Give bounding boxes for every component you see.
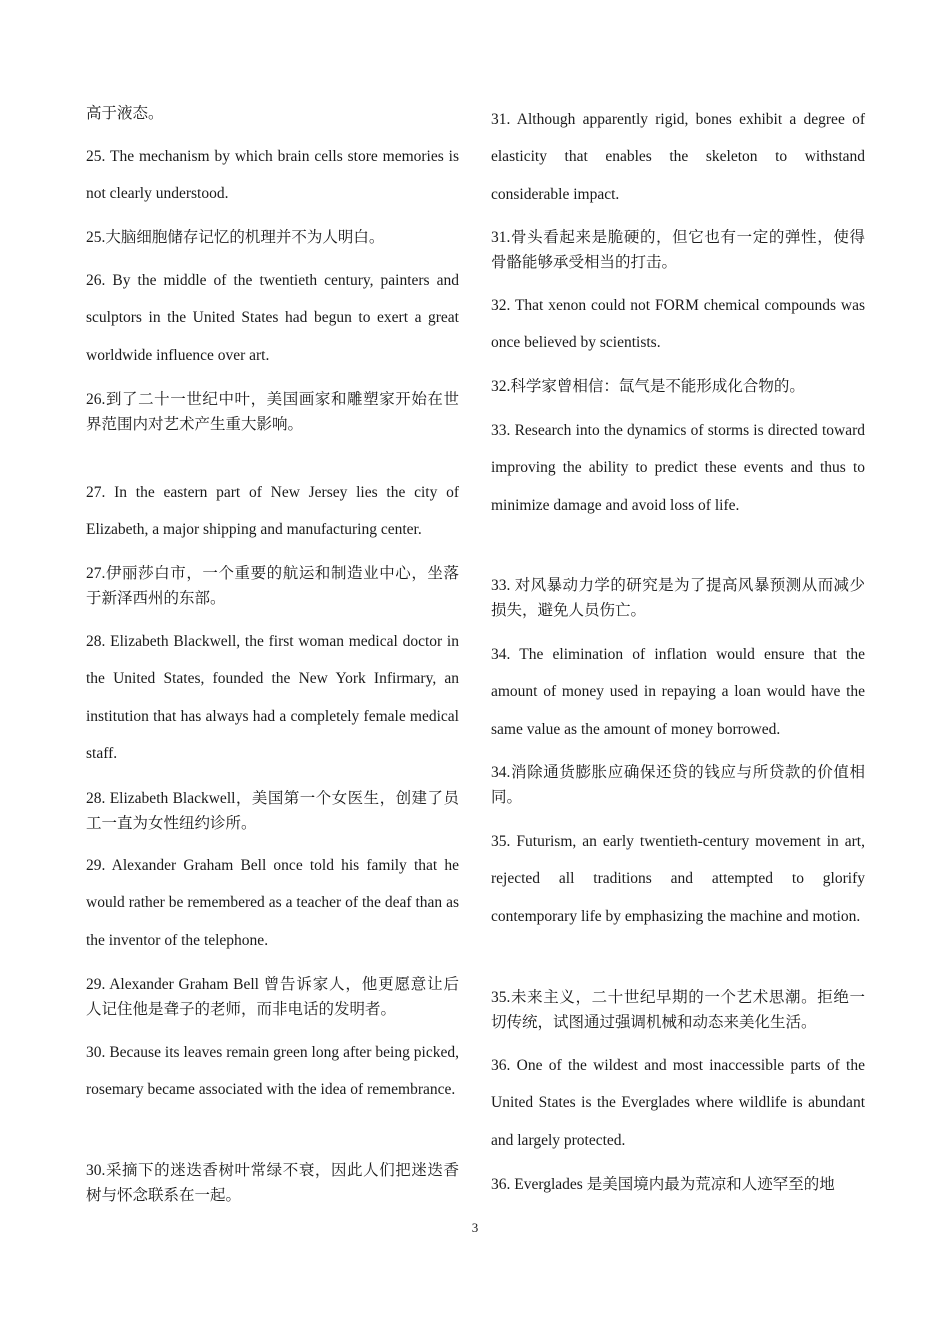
paragraph-en: 25. The mechanism by which brain cells store memories is not clearly understood.: [86, 148, 459, 203]
paragraph-en: 26. By the middle of the twentieth century, painters and sculptors in the United States had begun to exert a great worldwide influence over art.: [86, 272, 459, 364]
paragraph-zh: 33. 对风暴动力学的研究是为了提高风暴预测从而减少损失，避免人员伤亡。: [491, 577, 865, 619]
paragraph-en: 28. Elizabeth Blackwell, the first woman medical doctor in the United States, founded the New York Infirmary, an institution that has always had a completely female medical staff.: [86, 633, 459, 763]
paragraph-zh: 35.未来主义，二十世纪早期的一个艺术思潮。拒绝一切传统，试图通过强调机械和动态来美化生活。: [491, 989, 865, 1031]
paragraph-zh: 28. Elizabeth Blackwell，美国第一个女医生，创建了员工一直为女性纽约诊所。: [86, 790, 459, 832]
paragraph-zh: 25.大脑细胞储存记忆的机理并不为人明白。: [86, 229, 385, 246]
paragraph-zh: 36. Everglades 是美国境内最为荒凉和人迹罕至的地: [491, 1176, 835, 1193]
paragraph-en: 30. Because its leaves remain green long after being picked, rosemary became associated with the idea of remembrance.: [86, 1044, 459, 1099]
paragraph-zh: 30.采摘下的迷迭香树叶常绿不衰，因此人们把迷迭香树与怀念联系在一起。: [86, 1162, 459, 1204]
paragraph-en: 27. In the eastern part of New Jersey lies the city of Elizabeth, a major shipping and manufacturing center.: [86, 484, 459, 539]
page-number: 3: [471, 1220, 479, 1235]
paragraph-en: 35. Futurism, an early twentieth-century movement in art, rejected all traditions and attempted to glorify contemporary life by emphasizing the machine and motion.: [491, 833, 865, 925]
paragraph-en: 34. The elimination of inflation would ensure that the amount of money used in repaying a loan would have the same value as the amount of money borrowed.: [491, 646, 865, 738]
paragraph-en: 36. One of the wildest and most inaccessible parts of the United States is the Everglades where wildlife is abundant and largely protected.: [491, 1057, 865, 1149]
paragraph-zh: 34.消除通货膨胀应确保还贷的钱应与所贷款的价值相同。: [491, 764, 865, 806]
paragraph-en: 31. Although apparently rigid, bones exhibit a degree of elasticity that enables the skeleton to withstand considerable impact.: [491, 111, 865, 203]
paragraph-en: 32. That xenon could not FORM chemical compounds was once believed by scientists.: [491, 297, 865, 352]
paragraph-zh: 32.科学家曾相信：氙气是不能形成化合物的。: [491, 378, 805, 395]
paragraph-zh: 26.到了二十一世纪中叶，美国画家和雕塑家开始在世界范围内对艺术产生重大影响。: [86, 391, 459, 433]
paragraph-zh: 27.伊丽莎白市，一个重要的航运和制造业中心，坐落于新泽西州的东部。: [86, 565, 459, 607]
paragraph-zh: 29. Alexander Graham Bell 曾告诉家人，他更愿意让后人记住他是聋子的老师，而非电话的发明者。: [86, 976, 459, 1018]
paragraph-en: 33. Research into the dynamics of storms is directed toward improving the ability to predict these events and thus to minimize damage and avoid loss of life.: [491, 422, 865, 514]
paragraph-en: 29. Alexander Graham Bell once told his family that he would rather be remembered as a teacher of the deaf than as the inventor of the telephone.: [86, 857, 459, 949]
paragraph-zh: 31.骨头看起来是脆硬的，但它也有一定的弹性，使得骨骼能够承受相当的打击。: [491, 229, 865, 271]
paragraph-zh: 高于液态。: [86, 105, 164, 122]
